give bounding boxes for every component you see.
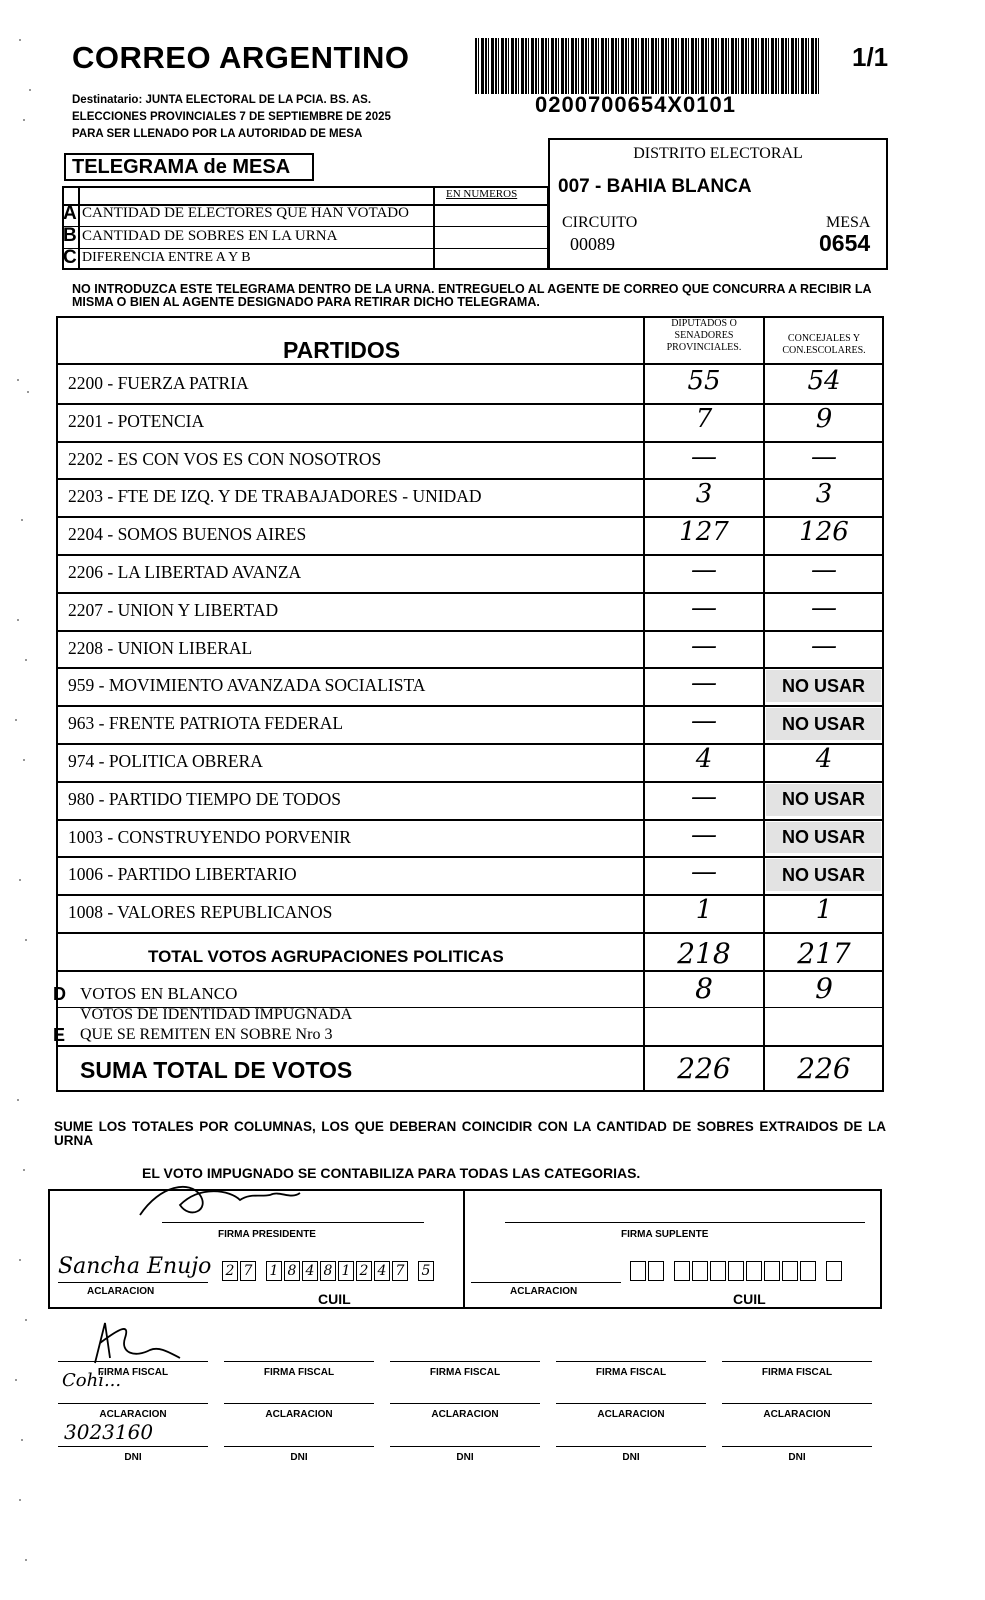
col1-value: — <box>691 592 717 623</box>
party-name: 2208 - UNION LIBERAL <box>68 637 253 658</box>
mesa-label: MESA <box>826 214 871 231</box>
cuil-digit-box <box>648 1261 664 1281</box>
presidente-label: FIRMA PRESIDENTE <box>218 1229 316 1240</box>
fill-note: PARA SER LLENADO POR LA AUTORIDAD DE MESA <box>72 128 363 140</box>
cuil-digit-box <box>630 1261 646 1281</box>
fiscal-label: FIRMA FISCAL <box>263 1367 335 1378</box>
election-title: ELECCIONES PROVINCIALES 7 DE SEPTIEMBRE DE 2025 <box>72 111 391 123</box>
fiscal-aclaracion-line <box>390 1403 540 1404</box>
cuil-digit-box: 7 <box>240 1261 256 1281</box>
presidente-aclaracion: Sancha Enujo <box>58 1254 212 1279</box>
form-title: TELEGRAMA de MESA <box>72 156 291 178</box>
fiscal-dni-label: DNI <box>124 1452 142 1463</box>
mesa-value: 0654 <box>819 230 871 256</box>
party-name: 2203 - FTE DE IZQ. Y DE TRABAJADORES - UNIDAD <box>68 486 482 507</box>
col2-value: 1 <box>815 895 833 926</box>
fiscal-dni-label: DNI <box>788 1452 806 1463</box>
cuil-digit-box: 7 <box>392 1261 408 1281</box>
cuil-digit-box: 5 <box>418 1261 434 1281</box>
cuil-digit-box: 4 <box>302 1261 318 1281</box>
blank-label: VOTOS EN BLANCO <box>80 984 238 1003</box>
col1-value: 55 <box>687 366 721 396</box>
fiscal-dni-line <box>556 1446 706 1447</box>
fiscal-aclaracion-line <box>58 1403 208 1404</box>
cuil-digit-box <box>826 1261 842 1281</box>
partidos-header: PARTIDOS <box>283 337 401 363</box>
col2-value: — <box>811 630 837 661</box>
org-title: CORREO ARGENTINO <box>72 40 410 75</box>
fiscal-dni-line <box>722 1446 872 1447</box>
sum-col1: 226 <box>677 1052 731 1085</box>
fiscal-aclaracion-label: ACLARACION <box>265 1409 333 1420</box>
circuit-value: 00089 <box>570 234 615 254</box>
col1-value: — <box>691 857 717 888</box>
party-name: 2204 - SOMOS BUENOS AIRES <box>68 524 307 545</box>
sum-col2: 226 <box>797 1052 851 1085</box>
col1-value: — <box>691 706 717 737</box>
fiscal-dni-label: DNI <box>622 1452 640 1463</box>
blank-letter: D <box>53 984 66 1004</box>
party-name: 2202 - ES CON VOS ES CON NOSOTROS <box>68 448 382 469</box>
col1-value: — <box>691 441 717 472</box>
col1-value: 4 <box>695 744 713 774</box>
fiscal-aclaracion-label: ACLARACION <box>99 1409 167 1420</box>
fiscal1-signature <box>80 1318 190 1366</box>
col1-value: — <box>691 668 717 699</box>
row-divider <box>56 363 884 365</box>
impug-label-1: VOTOS DE IDENTIDAD IMPUGNADA <box>80 1006 353 1023</box>
fiscal-label: FIRMA FISCAL <box>97 1367 169 1378</box>
notice: NO INTRODUZCA ESTE TELEGRAMA DENTRO DE LA URNA. ENTREGUELO AL AGENTE DE CORREO QUE CONCURRA A RECIBIR LA MISMA O BIEN AL AGENTE DESIGNADO PARA RETIRAR DICHO TELEGRAMA. <box>72 282 872 309</box>
party-name: 959 - MOVIMIENTO AVANZADA SOCIALISTA <box>68 675 426 696</box>
cuil-digit-box <box>710 1261 726 1281</box>
party-name: 1003 - CONSTRUYENDO PORVENIR <box>68 826 351 847</box>
col2-value: — <box>811 555 837 585</box>
cuil-digit-box <box>692 1261 708 1281</box>
presidente-signature <box>130 1175 340 1225</box>
suplente-cuil-label: CUIL <box>733 1291 766 1307</box>
suplente-label: FIRMA SUPLENTE <box>621 1229 709 1240</box>
cuil-digit-box: 4 <box>374 1261 390 1281</box>
presidente-aclaracion-label: ACLARACION <box>87 1286 155 1297</box>
no-usar-cell: NO USAR <box>766 670 881 702</box>
impug-label-2: QUE SE REMITEN EN SOBRE Nro 3 <box>80 1026 333 1043</box>
fiscal1-dni: 3023160 <box>64 1420 154 1444</box>
fiscal-label: FIRMA FISCAL <box>761 1367 833 1378</box>
fiscal-dni-line <box>390 1446 540 1447</box>
suplente-aclaracion-label: ACLARACION <box>510 1286 578 1297</box>
cuil-digit-box <box>674 1261 690 1281</box>
circuit-label: CIRCUITO <box>562 214 638 231</box>
col2-value: 4 <box>815 744 833 774</box>
fiscal-dni-line <box>58 1446 208 1447</box>
cuil-digit-box <box>782 1261 798 1281</box>
no-usar-cell: NO USAR <box>766 859 881 891</box>
row-label-c: DIFERENCIA ENTRE A Y B <box>82 250 251 265</box>
party-name: 2207 - UNION Y LIBERTAD <box>68 599 279 620</box>
party-name: 1008 - VALORES REPUBLICANOS <box>68 902 333 923</box>
district-value: 007 - BAHIA BLANCA <box>558 176 752 197</box>
col2-value: 126 <box>799 517 849 548</box>
col1-value: — <box>691 781 717 812</box>
cuil-digit-box: 2 <box>356 1261 372 1281</box>
total-col1: 218 <box>677 937 731 970</box>
party-name: 2201 - POTENCIA <box>68 410 205 431</box>
party-name: 963 - FRENTE PATRIOTA FEDERAL <box>68 713 344 734</box>
scan-margin-dots <box>0 0 40 1600</box>
party-name: 2200 - FUERZA PATRIA <box>68 373 249 393</box>
col2-value: 54 <box>807 366 841 396</box>
col1-value: — <box>691 555 717 585</box>
page-number: 1/1 <box>852 42 889 72</box>
col2-header: CONCEJALES Y CON.ESCOLARES. <box>782 333 866 356</box>
no-usar-cell: NO USAR <box>766 784 881 816</box>
barcode-number: 0200700654X0101 <box>535 92 736 117</box>
cuil-digit-box: 8 <box>284 1261 300 1281</box>
row-letter-a: A <box>63 203 77 224</box>
fiscal-aclaracion-label: ACLARACION <box>431 1409 499 1420</box>
barcode <box>475 38 820 94</box>
party-name: 980 - PARTIDO TIEMPO DE TODOS <box>68 788 341 809</box>
cuil-digit-box: 2 <box>222 1261 238 1281</box>
party-name: 1006 - PARTIDO LIBERTARIO <box>68 864 297 885</box>
col1-value: 7 <box>695 403 713 434</box>
blank-col1: 8 <box>695 972 713 1005</box>
row-label-a: CANTIDAD DE ELECTORES QUE HAN VOTADO <box>82 205 409 221</box>
no-usar-cell: NO USAR <box>766 822 881 854</box>
total-col2: 217 <box>797 937 851 970</box>
cuil-digit-box: 1 <box>266 1261 282 1281</box>
presidente-cuil-label: CUIL <box>318 1291 351 1307</box>
row-letter-b: B <box>63 225 77 246</box>
col1-value: 3 <box>695 479 713 510</box>
district-label: DISTRITO ELECTORAL <box>633 145 803 162</box>
fiscal-label: FIRMA FISCAL <box>429 1367 501 1378</box>
col1-value: — <box>691 819 717 850</box>
fiscal-dni-line <box>224 1446 374 1447</box>
cuil-digit-box <box>800 1261 816 1281</box>
form-title-box <box>64 153 314 181</box>
party-name: 974 - POLITICA OBRERA <box>68 751 263 771</box>
cuil-digit-box <box>746 1261 762 1281</box>
col1-value: — <box>691 630 717 661</box>
fiscal-sign-line <box>58 1361 208 1362</box>
col1-value: 1 <box>695 895 713 926</box>
fiscal-sign-line <box>722 1361 872 1362</box>
sum-label: SUMA TOTAL DE VOTOS <box>80 1057 353 1083</box>
blank-col2: 9 <box>815 972 833 1005</box>
row-label-b: CANTIDAD DE SOBRES EN LA URNA <box>82 228 338 244</box>
sum-note: SUME LOS TOTALES POR COLUMNAS, LOS QUE DEBERAN COINCIDIR CON LA CANTIDAD DE SOBRES EXTRAIDOS DE LA URNA <box>54 1119 886 1148</box>
col2-value: 9 <box>815 403 833 434</box>
fiscal-aclaracion-line <box>224 1403 374 1404</box>
fiscal1-aclaracion: Cohi... <box>62 1370 122 1391</box>
numbers-header: EN NUMEROS <box>446 188 518 200</box>
party-name: 2206 - LA LIBERTAD AVANZA <box>68 562 302 582</box>
fiscal-dni-label: DNI <box>456 1452 474 1463</box>
col2-value: — <box>811 592 837 623</box>
impug-note: EL VOTO IMPUGNADO SE CONTABILIZA PARA TODAS LAS CATEGORIAS. <box>142 1165 641 1181</box>
fiscal-label: FIRMA FISCAL <box>595 1367 667 1378</box>
fiscal-aclaracion-line <box>722 1403 872 1404</box>
fiscal-sign-line <box>390 1361 540 1362</box>
row-letter-c: C <box>63 247 77 268</box>
fiscal-aclaracion-line <box>556 1403 706 1404</box>
fiscal-aclaracion-label: ACLARACION <box>597 1409 665 1420</box>
fiscal-sign-line <box>556 1361 706 1362</box>
total-label: TOTAL VOTOS AGRUPACIONES POLITICAS <box>148 947 504 966</box>
col1-header: DIPUTADOS O SENADORES PROVINCIALES. <box>666 318 742 353</box>
fiscal-aclaracion-label: ACLARACION <box>763 1409 831 1420</box>
no-usar-cell: NO USAR <box>766 708 881 740</box>
col1-value: 127 <box>679 517 729 548</box>
col2-value: — <box>811 441 837 472</box>
cuil-digit-box: 1 <box>338 1261 354 1281</box>
cuil-digit-box: 8 <box>320 1261 336 1281</box>
addressee: Destinatario: JUNTA ELECTORAL DE LA PCIA. BS. AS. <box>72 94 372 106</box>
fiscal-sign-line <box>224 1361 374 1362</box>
cuil-digit-box <box>728 1261 744 1281</box>
col2-value: 3 <box>815 479 833 510</box>
impug-letter: E <box>53 1025 66 1045</box>
fiscal-dni-label: DNI <box>290 1452 308 1463</box>
cuil-digit-box <box>764 1261 780 1281</box>
